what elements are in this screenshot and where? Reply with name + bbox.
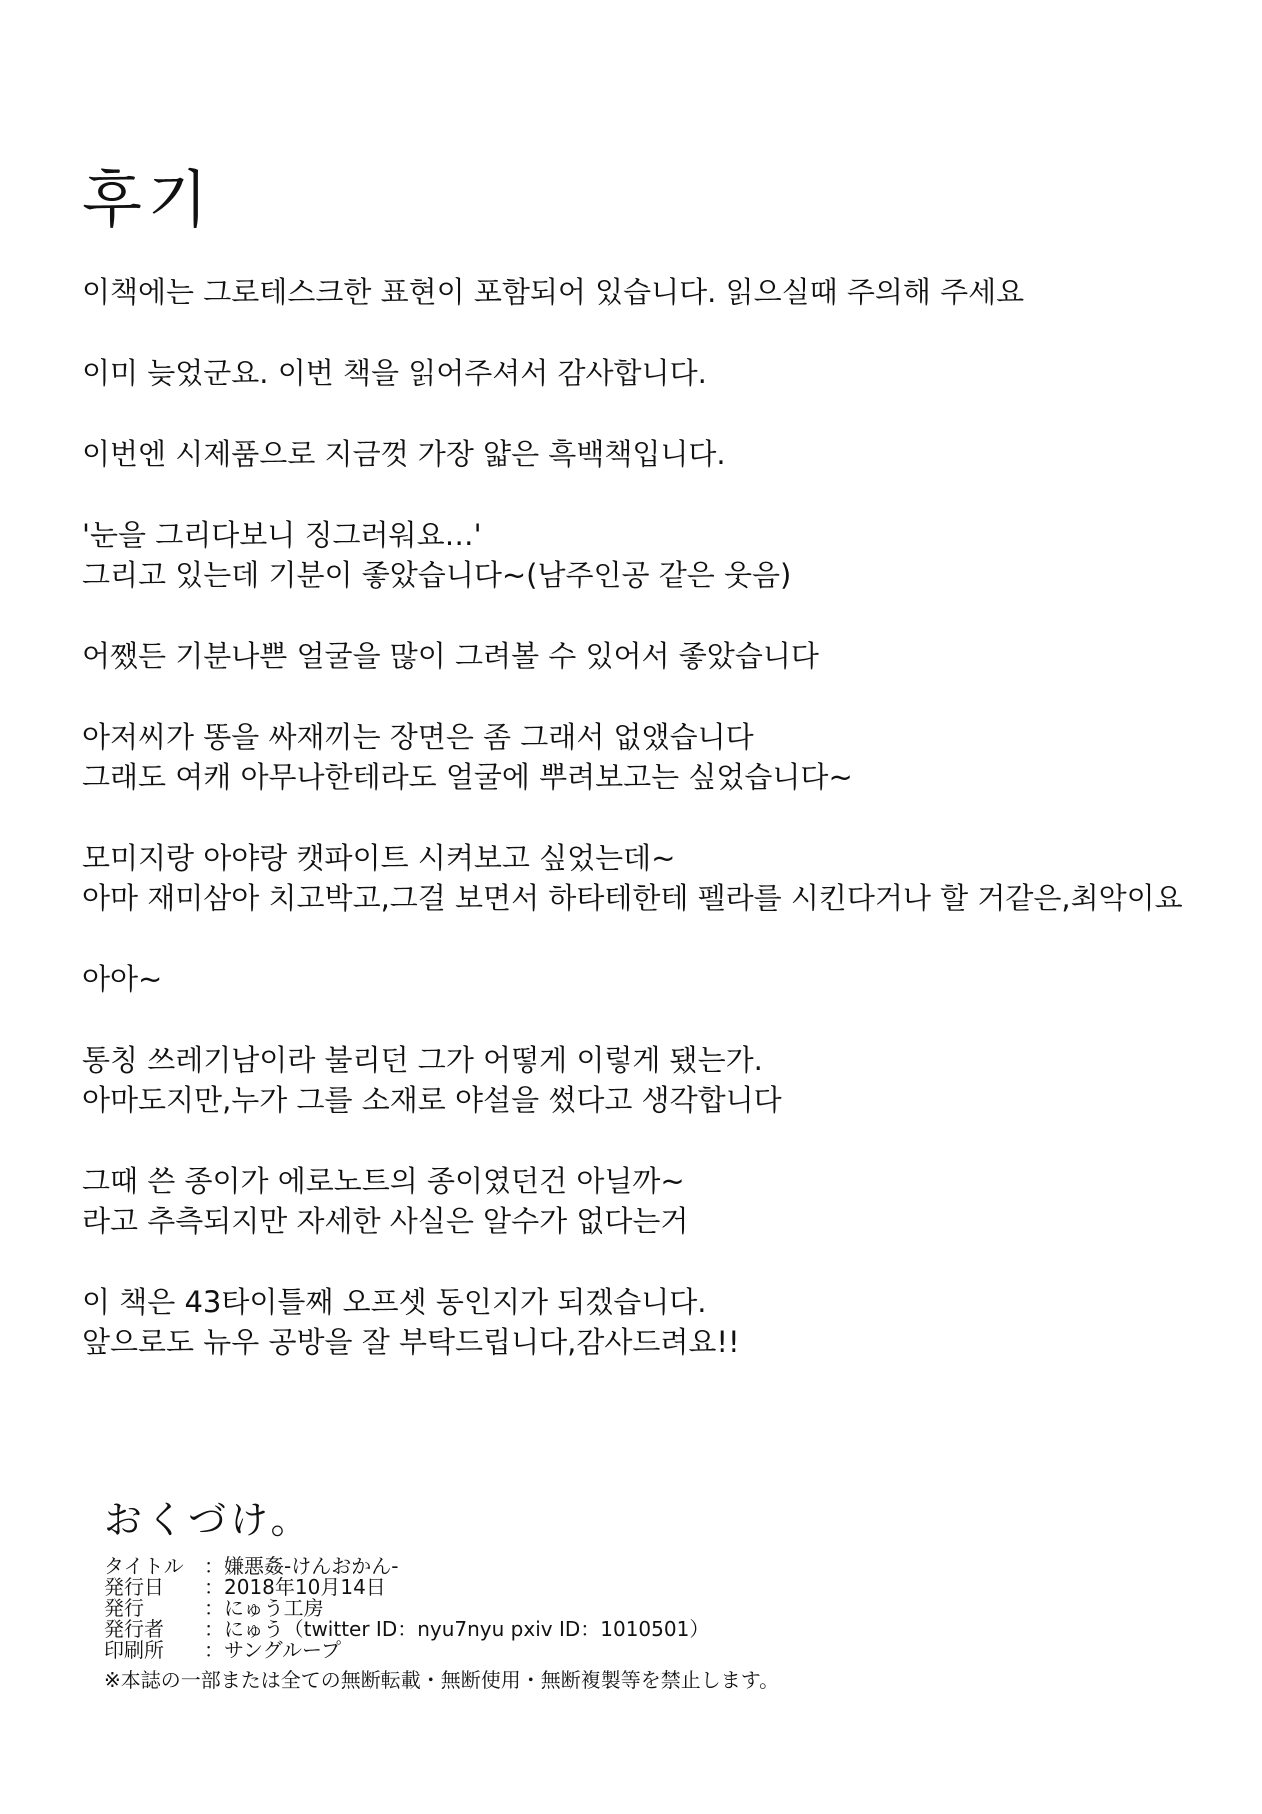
text-line: 아마 재미삼아 치고박고,그걸 보면서 하타테한테 펠라를 시킨다거나 할 거같은,최악이요 — [82, 881, 1183, 915]
colophon-label: 発行 — [104, 1596, 144, 1620]
copyright-notice: ※本誌の一部または全ての無断転載・無断使用・無断複製等を禁止します。 — [104, 1668, 780, 1692]
afterword-body — [82, 272, 1202, 1403]
text-line: 통칭 쓰레기남이라 불리던 그가 어떻게 이렇게 됐는가. — [82, 1043, 763, 1077]
colophon-title: おくづけ。 — [104, 1498, 313, 1542]
colophon-separator: ： — [204, 1575, 224, 1599]
text-line: 아저씨가 똥을 싸재끼는 장면은 좀 그래서 없앴습니다 — [82, 720, 754, 754]
colophon-row-date — [104, 1577, 709, 1598]
colophon-label: 印刷所 — [104, 1638, 164, 1662]
text-line: 그리고 있는데 기분이 좋았습니다~(남주인공 같은 웃음) — [82, 558, 792, 592]
colophon-separator: ： — [204, 1617, 224, 1641]
text-line: '눈을 그리다보니 징그러워요…' — [82, 518, 482, 552]
text-line: 그래도 여캐 아무나한테라도 얼굴에 뿌려보고는 싶었습니다~ — [82, 760, 853, 794]
colophon-value: 2018年10月14日 — [224, 1575, 386, 1599]
paragraph — [82, 353, 1202, 393]
colophon-row-title — [104, 1556, 709, 1577]
colophon-value: にゅう工房 — [224, 1596, 324, 1620]
paragraph — [82, 515, 1202, 595]
colophon-separator: ： — [204, 1596, 224, 1620]
paragraph — [82, 1161, 1202, 1241]
colophon-row-issuer — [104, 1619, 709, 1640]
paragraph — [82, 838, 1202, 918]
colophon-label: タイトル — [104, 1554, 184, 1578]
text-line: 아아~ — [82, 962, 163, 996]
text-line: 이미 늦었군요. 이번 책을 읽어주셔서 감사합니다. — [82, 356, 707, 390]
paragraph — [82, 717, 1202, 797]
colophon-label: 発行日 — [104, 1575, 164, 1599]
colophon-separator: ： — [204, 1638, 224, 1662]
text-line: 앞으로도 뉴우 공방을 잘 부탁드립니다,감사드려요!! — [82, 1325, 740, 1359]
paragraph — [82, 959, 1202, 999]
text-line: 이 책은 43타이틀째 오프셋 동인지가 되겠습니다. — [82, 1285, 707, 1319]
colophon-row-printer — [104, 1640, 709, 1661]
text-line: 이번엔 시제품으로 지금껏 가장 얇은 흑백책입니다. — [82, 437, 726, 471]
paragraph — [82, 1040, 1202, 1120]
colophon-value: サングループ — [224, 1638, 341, 1662]
text-line: 라고 추측되지만 자세한 사실은 알수가 없다는거 — [82, 1204, 689, 1238]
colophon-value: 嫌悪姦-けんおかん- — [224, 1554, 399, 1578]
paragraph — [82, 1282, 1202, 1362]
text-line: 어쨌든 기분나쁜 얼굴을 많이 그려볼 수 있어서 좋았습니다 — [82, 639, 819, 673]
colophon-value: にゅう（twitter ID：nyu7nyu pxiv ID：1010501） — [224, 1617, 710, 1641]
text-line: 그때 쓴 종이가 에로노트의 종이였던건 아닐까~ — [82, 1164, 685, 1198]
colophon-label: 発行者 — [104, 1617, 164, 1641]
colophon-row-publisher — [104, 1598, 709, 1619]
afterword-title: 후기 — [82, 163, 214, 236]
paragraph — [82, 272, 1202, 312]
text-line: 아마도지만,누가 그를 소재로 야설을 썼다고 생각합니다 — [82, 1083, 782, 1117]
text-line: 이책에는 그로테스크한 표현이 포함되어 있습니다. 읽으실때 주의해 주세요 — [82, 275, 1025, 309]
colophon-separator: ： — [204, 1554, 224, 1578]
paragraph — [82, 434, 1202, 474]
text-line: 모미지랑 아야랑 캣파이트 시켜보고 싶었는데~ — [82, 841, 676, 875]
colophon-table — [104, 1556, 709, 1661]
paragraph — [82, 636, 1202, 676]
